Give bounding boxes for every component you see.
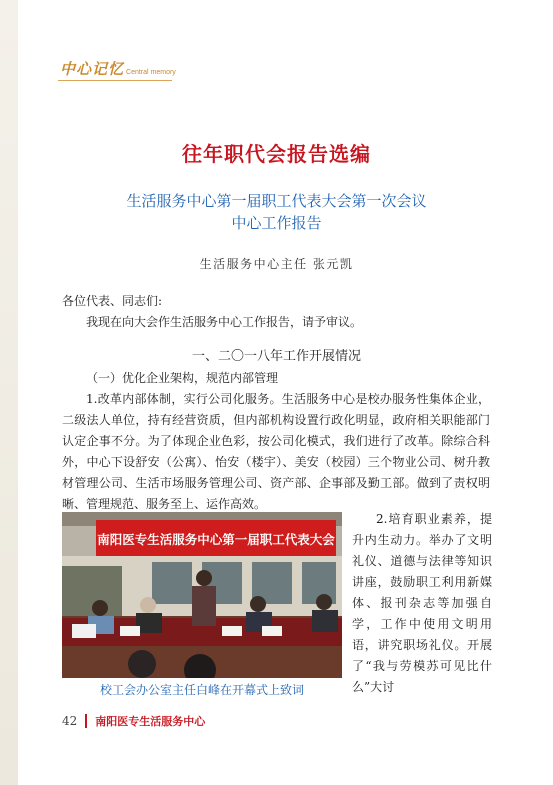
logo-underline [58,80,172,81]
publication-name: 南阳医专生活服务中心 [95,715,206,728]
footer-divider [85,714,87,728]
banner-text: 南阳医专生活服务中心第一届职工代表大会 [97,532,335,547]
report-subtitle-line1: 生活服务中心第一届职工代表大会第一次会议 [126,192,427,210]
section-heading: 一、二〇一八年工作开展情况 [191,349,361,364]
page-footer [62,713,205,729]
photo-caption: 校工会办公室主任白峰在开幕式上致词 [99,683,304,697]
meeting-photo [62,512,342,678]
logo-english-text: Central memory [126,69,176,76]
page-number: 42 [62,714,78,728]
author-line: 生活服务中心主任 张元凯 [199,257,354,271]
page-title: 往年职代会报告选编 [182,142,371,166]
subsection-heading: （一）优化企业架构，规范内部管理 [86,371,279,385]
logo-chinese-text: 中心记忆 [60,60,125,78]
body-paragraph-1: 1.改革内部体制，实行公司化服务。生活服务中心是校办服务性集体企业，二级法人单位，持有经营资质，但内部机构设置行政化明显，政府相关职能部门认定企事不分。为了体现企业色彩，按公司化模式，我们进行了改革。除综合科外，中心下设舒安（公寓）、怡安（楼宇）、美安（校园）三个物业公司、树升教材管理公司、生活市场服务管理公司、资产部、企事部及勤工部。做到了责权明晰、管理规范、服务至上、运作高效。 [62,392,490,511]
body-paragraph-2: 2.培育职业素养，提升内生动力。举办了文明礼仪、道德与法律等知识讲座，鼓励职工利用新媒体、报刊杂志等加强自学，工作中使用文明用语，讲究职场礼仪。开展了“我与劳模苏可见比什么”大讨 [352,512,492,694]
report-subtitle-line2: 中心工作报告 [231,214,322,232]
intro-paragraph: 我现在向大会作生活服务中心工作报告，请予审议。 [86,315,363,329]
page-edge-tab [0,0,18,785]
salutation: 各位代表、同志们: [62,294,163,308]
section-logo [60,57,176,79]
